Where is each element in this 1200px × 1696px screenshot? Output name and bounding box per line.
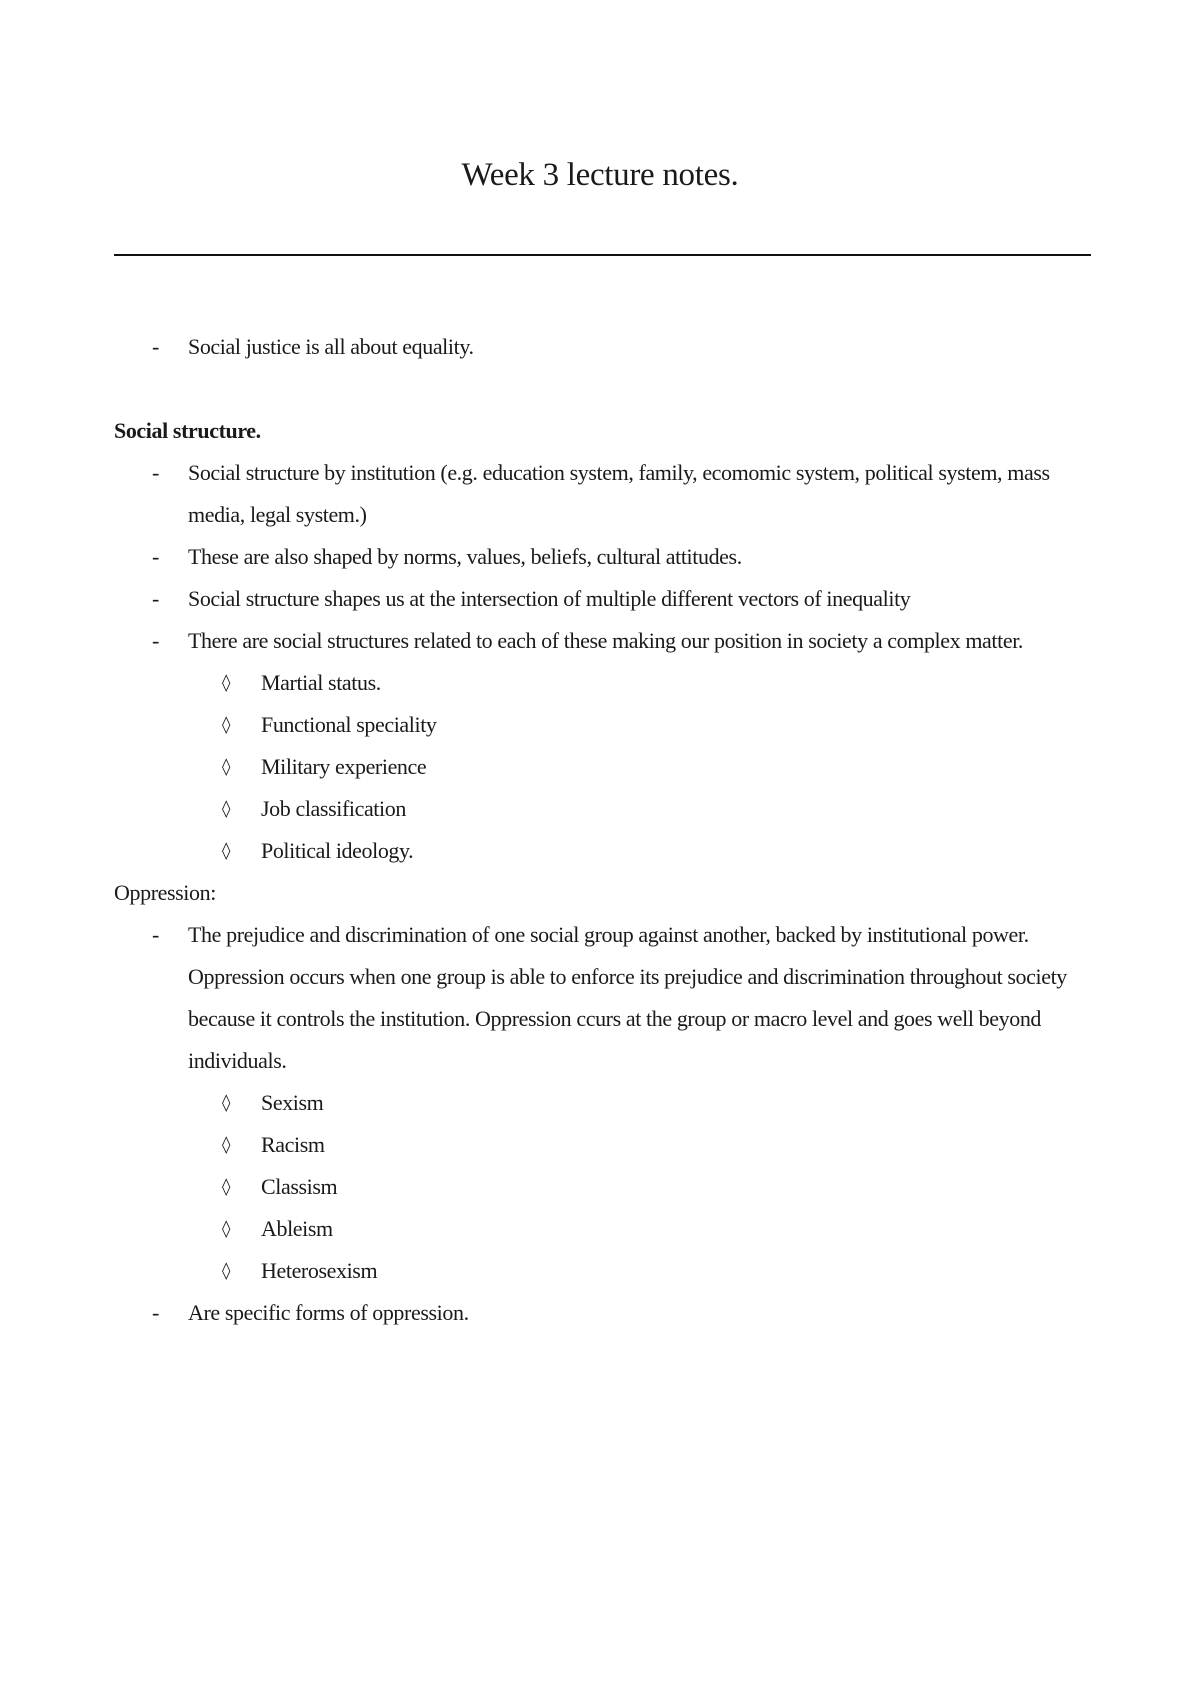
- page-title: Week 3 lecture notes.: [461, 157, 739, 193]
- sub-list-item: [114, 1124, 1104, 1166]
- sub-list-item-text: Martial status.: [261, 670, 381, 695]
- dash-bullet: -: [152, 460, 159, 485]
- dash-bullet: -: [152, 628, 159, 653]
- sub-list-item: [114, 1166, 1104, 1208]
- list-item-text: Social justice is all about equality.: [188, 334, 474, 359]
- diamond-bullet-icon: ◊: [222, 1093, 231, 1113]
- sub-list-item-text: Ableism: [261, 1216, 333, 1241]
- sub-list-item: [114, 662, 1104, 704]
- list-item-text: Social structure by institution (e.g. education system, family, ecomomic system, political system, mass media, legal system.): [188, 460, 1050, 527]
- diamond-bullet-icon: ◊: [222, 673, 231, 693]
- list-item: [114, 1292, 1104, 1334]
- list-item: [114, 452, 1104, 536]
- list-item: [114, 536, 1104, 578]
- list-item-text: Social structure shapes us at the intersection of multiple different vectors of inequality: [188, 586, 911, 611]
- sub-list-item: [114, 1082, 1104, 1124]
- diamond-bullet-icon: ◊: [222, 715, 231, 735]
- sub-list-item: [114, 1250, 1104, 1292]
- paragraph-spacer: [114, 368, 1104, 410]
- list-item-text: These are also shaped by norms, values, beliefs, cultural attitudes.: [188, 544, 742, 569]
- list-item: [114, 914, 1104, 1082]
- list-item: [114, 578, 1104, 620]
- list-item: [114, 326, 1104, 368]
- sub-list-item-text: Political ideology.: [261, 838, 414, 863]
- sub-list-item: [114, 746, 1104, 788]
- diamond-bullet-icon: ◊: [222, 1135, 231, 1155]
- section-heading-social-structure: Social structure.: [114, 418, 261, 443]
- diamond-bullet-icon: ◊: [222, 1177, 231, 1197]
- diamond-bullet-icon: ◊: [222, 799, 231, 819]
- dash-bullet: -: [152, 544, 159, 569]
- title-divider: [114, 254, 1091, 256]
- sub-list-item: [114, 830, 1104, 872]
- dash-bullet: -: [152, 334, 159, 359]
- sub-list-item-text: Classism: [261, 1174, 338, 1199]
- sub-list-item: [114, 704, 1104, 746]
- sub-list-item: [114, 1208, 1104, 1250]
- diamond-bullet-icon: ◊: [222, 757, 231, 777]
- dash-bullet: -: [152, 1300, 159, 1325]
- sub-list-item-text: Sexism: [261, 1090, 324, 1115]
- dash-bullet: -: [152, 586, 159, 611]
- sub-list-item-text: Racism: [261, 1132, 325, 1157]
- sub-list-item-text: Military experience: [261, 754, 427, 779]
- sub-list-item-text: Functional speciality: [261, 712, 437, 737]
- sub-list-item: [114, 788, 1104, 830]
- diamond-bullet-icon: ◊: [222, 1261, 231, 1281]
- dash-bullet: -: [152, 922, 159, 947]
- document-body: [114, 326, 1104, 1334]
- section-heading-oppression: Oppression:: [114, 880, 216, 905]
- diamond-bullet-icon: ◊: [222, 1219, 231, 1239]
- diamond-bullet-icon: ◊: [222, 841, 231, 861]
- list-item-text: The prejudice and discrimination of one social group against another, backed by institutional power. Oppression occurs when one group is able to enforce its prejudice and discrimination throughout society because it controls the institution. Oppression ccurs at the group or macro level and goes well beyond individuals.: [188, 922, 1067, 1073]
- list-item-text: There are social structures related to each of these making our position in society a complex matter.: [188, 628, 1024, 653]
- list-item-text: Are specific forms of oppression.: [188, 1300, 469, 1325]
- sub-list-item-text: Job classification: [261, 796, 406, 821]
- sub-list-item-text: Heterosexism: [261, 1258, 378, 1283]
- list-item: [114, 620, 1104, 662]
